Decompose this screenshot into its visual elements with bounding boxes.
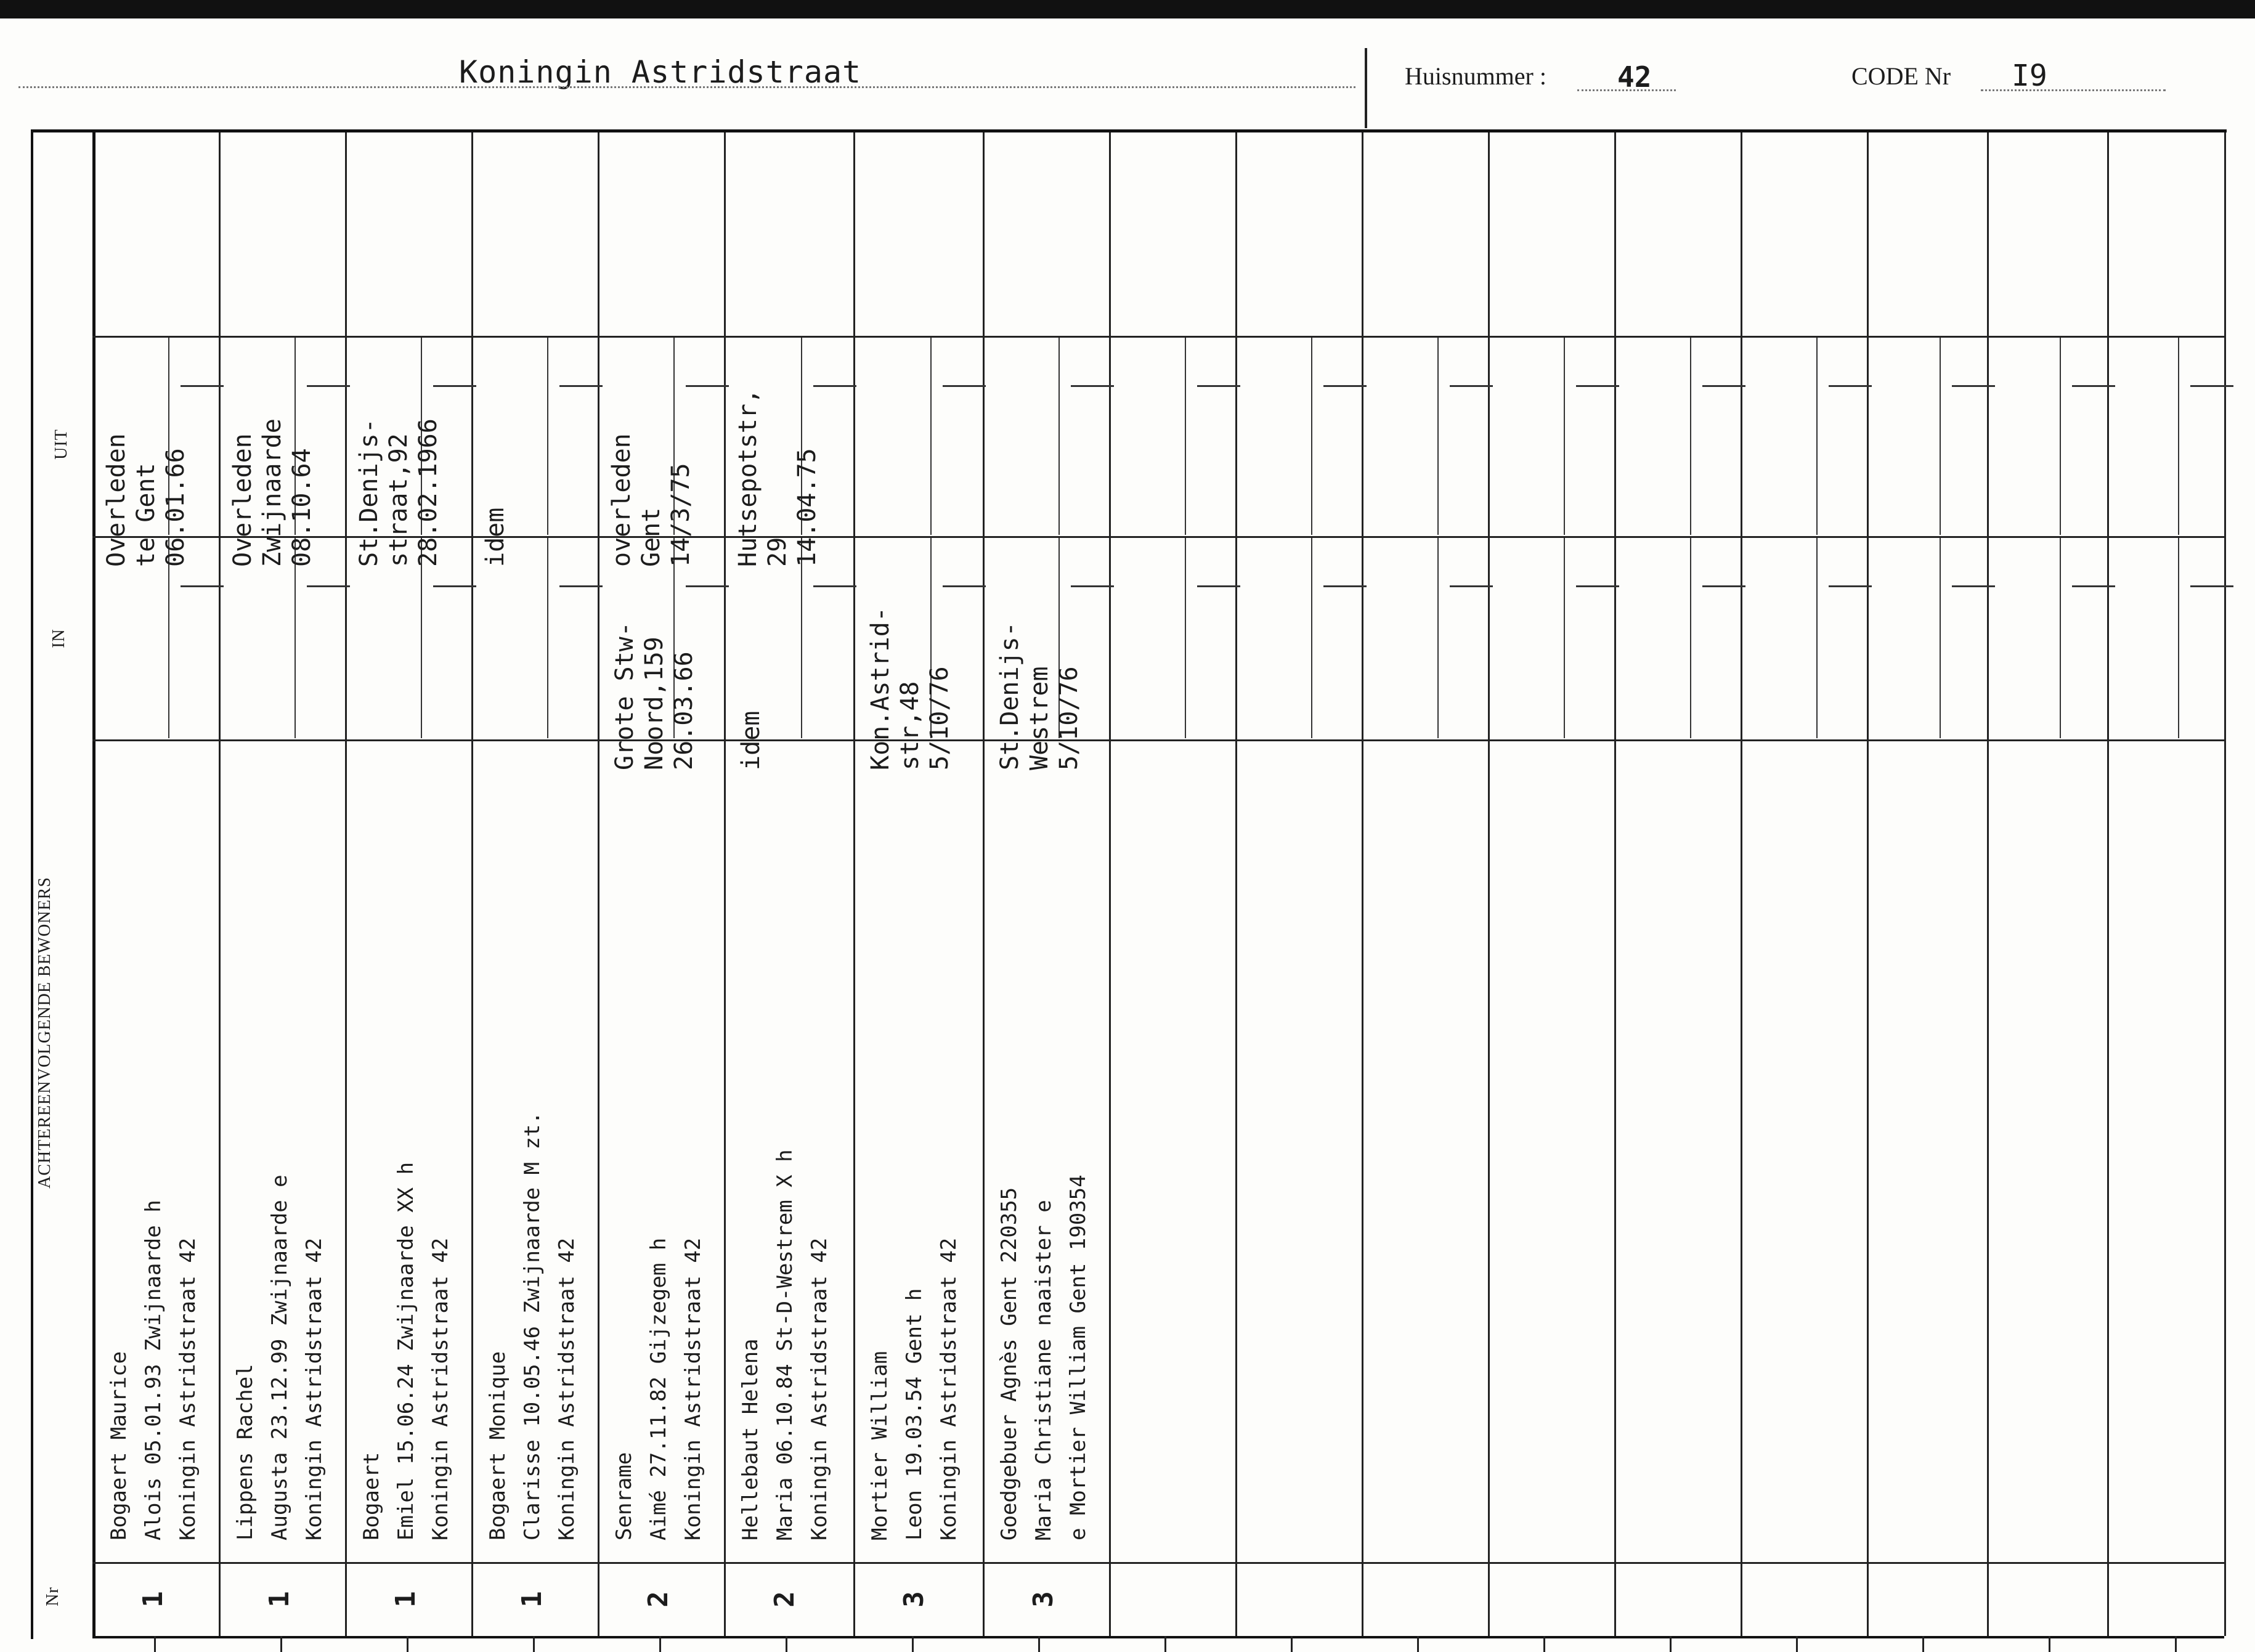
table-bottom-border [92, 1636, 2224, 1638]
out-line: 14/3/75 [667, 463, 695, 567]
blank-dash [1702, 585, 1745, 587]
blank-dash [2072, 385, 2115, 387]
in-line: 26.03.66 [670, 651, 698, 770]
blank-dash [559, 585, 603, 587]
column-header-in: IN [49, 629, 68, 648]
cell-subdivider [1940, 538, 1941, 738]
code-label: CODE Nr [1851, 62, 1951, 90]
blank-dash [1071, 385, 1114, 387]
resident-details [730, 764, 847, 1553]
in-line: Noord,159 [640, 637, 668, 770]
resident-address-line: Koningin Astridstraat 42 [807, 1237, 832, 1540]
cell-subdivider [2060, 338, 2061, 535]
bottom-tick [786, 1636, 787, 1652]
column-divider [1987, 132, 1989, 1636]
column-divider [345, 132, 347, 1636]
blank-dash [433, 585, 476, 587]
column-divider [724, 132, 726, 1636]
resident-nr: 1 [516, 1591, 548, 1608]
bottom-tick [659, 1636, 661, 1652]
code-value: I9 [2012, 59, 2047, 93]
header-divider [1365, 48, 1367, 128]
cell-subdivider [1816, 538, 1818, 738]
blank-dash [1450, 385, 1493, 387]
bottom-tick [533, 1636, 535, 1652]
in-line: 5/10/76 [1055, 666, 1083, 770]
resident-in [866, 573, 977, 770]
resident-out [481, 376, 591, 567]
street-name: Koningin Astridstraat [459, 54, 862, 90]
out-line: 08.10.64 [288, 448, 316, 567]
resident-name-line: Bogaert Monique [486, 1351, 510, 1540]
resident-details [477, 764, 595, 1553]
out-line: te Gent [132, 463, 160, 567]
out-line: overleden [607, 433, 636, 567]
blank-dash [307, 585, 350, 587]
out-line: Gent [637, 507, 665, 567]
column-divider [1867, 132, 1869, 1636]
resident-address-line: Koningin Astridstraat 42 [302, 1237, 327, 1540]
resident-name-line: Hellebaut Helena [738, 1338, 763, 1540]
blank-dash [2190, 585, 2233, 587]
blank-dash [1952, 585, 1995, 587]
bottom-tick [1543, 1636, 1545, 1652]
in-line: St.Denijs- [996, 622, 1024, 770]
in-line: Grote Stw- [611, 622, 639, 770]
cell-subdivider [1437, 338, 1439, 535]
out-line: 14.04.75 [793, 448, 821, 567]
blank-dash [1952, 385, 1995, 387]
resident-nr: 1 [389, 1591, 421, 1608]
in-line: Kon.Astrid- [866, 607, 895, 770]
cell-subdivider [2060, 538, 2061, 738]
resident-name-line: Lippens Rachel [233, 1364, 258, 1540]
resident-name-line: Bogaert [359, 1452, 384, 1540]
cell-subdivider [547, 538, 548, 738]
resident-in [736, 573, 847, 770]
cell-subdivider [295, 538, 296, 738]
column-divider [2224, 132, 2226, 1636]
resident-details [99, 764, 216, 1553]
bottom-tick [1670, 1636, 1672, 1652]
cell-subdivider [421, 538, 422, 738]
blank-dash [181, 585, 224, 587]
column-header-residents: ACHTEREENVOLGENDE BEWONERS [35, 877, 54, 1189]
blank-dash [1576, 585, 1619, 587]
column-divider [983, 132, 985, 1636]
blank-dash [1829, 585, 1872, 587]
row-divider-uit [92, 336, 2224, 338]
column-divider [1488, 132, 1490, 1636]
column-divider [1235, 132, 1237, 1636]
resident-nr: 3 [1027, 1591, 1059, 1608]
resident-name-line: Mortier William [867, 1351, 892, 1540]
blank-dash [943, 385, 986, 387]
out-line: straat,92 [384, 433, 413, 567]
column-header-nr: Nr [43, 1587, 62, 1606]
out-line: Zwijnaarde [258, 418, 286, 567]
out-line: Overleden [229, 433, 257, 567]
house-number-value: 42 [1617, 60, 1652, 94]
in-line: Westrem [1025, 666, 1054, 770]
bottom-tick [1291, 1636, 1293, 1652]
column-divider [2107, 132, 2109, 1636]
column-divider [598, 132, 599, 1636]
bottom-tick [280, 1636, 282, 1652]
resident-details [225, 764, 342, 1553]
bottom-tick [407, 1636, 408, 1652]
blank-dash [1197, 385, 1240, 387]
resident-in [995, 573, 1106, 770]
column-divider [853, 132, 855, 1636]
out-line: 06.01.66 [161, 448, 190, 567]
bottom-tick [2049, 1636, 2050, 1652]
cell-subdivider [1816, 338, 1818, 535]
column-header-uit: UIT [51, 429, 71, 460]
column-divider [1741, 132, 1742, 1636]
cell-subdivider [930, 338, 932, 535]
resident-out [228, 376, 339, 567]
resident-birth-line: Maria Christiane naaister e [1031, 1200, 1056, 1540]
cell-subdivider [1690, 538, 1691, 738]
blank-dash [1197, 585, 1240, 587]
bottom-tick [1796, 1636, 1798, 1652]
cell-subdivider [2178, 538, 2179, 738]
row-divider-residents [92, 739, 2224, 741]
resident-address-line: Koningin Astridstraat 42 [937, 1237, 961, 1540]
resident-birth-line: Emiel 15.06.24 Zwijnaarde XX h [394, 1162, 418, 1540]
resident-name-line: Goedgebuer Agnès Gent 220355 [997, 1187, 1022, 1540]
resident-address-line: e Mortier William Gent 190354 [1066, 1174, 1091, 1540]
blank-dash [1702, 385, 1745, 387]
in-line: idem [737, 710, 765, 770]
resident-address-line: Koningin Astridstraat 42 [176, 1237, 200, 1540]
resident-address-line: Koningin Astridstraat 42 [681, 1237, 705, 1540]
out-line: 28.02.1966 [414, 418, 442, 567]
top-border [0, 0, 2255, 18]
column-divider [1614, 132, 1616, 1636]
column-divider [92, 132, 95, 1636]
blank-dash [1323, 385, 1367, 387]
column-divider [1109, 132, 1111, 1636]
cell-subdivider [1437, 538, 1439, 738]
code-dotted-line [1981, 89, 2166, 91]
cell-subdivider [2178, 338, 2179, 535]
cell-subdivider [168, 538, 169, 738]
out-line: Hutsepotstr, [734, 389, 762, 567]
resident-details [351, 764, 468, 1553]
column-divider [471, 132, 473, 1636]
cell-subdivider [1564, 538, 1565, 738]
out-line: Overleden [102, 433, 131, 567]
resident-nr: 2 [768, 1591, 800, 1608]
resident-birth-line: Maria 06.10.84 St-D-Westrem X h [773, 1149, 797, 1540]
cell-subdivider [1564, 338, 1565, 535]
resident-name-line: Bogaert Maurice [107, 1351, 131, 1540]
out-line: 29 [763, 537, 792, 567]
cell-subdivider [1690, 338, 1691, 535]
bottom-tick [2175, 1636, 2177, 1652]
resident-out [354, 376, 465, 567]
cell-subdivider [1185, 338, 1186, 535]
resident-address-line: Koningin Astridstraat 42 [428, 1237, 453, 1540]
resident-in [610, 573, 721, 770]
resident-out [733, 376, 844, 567]
column-divider [1362, 132, 1363, 1636]
blank-dash [1829, 385, 1872, 387]
resident-details [989, 764, 1106, 1553]
in-line: 5/10/76 [925, 666, 954, 770]
resident-details [859, 764, 977, 1553]
cell-subdivider [1058, 338, 1060, 535]
resident-nr: 1 [263, 1591, 295, 1608]
resident-birth-line: Clarisse 10.05.46 Zwijnaarde M zt. [520, 1112, 545, 1540]
cell-subdivider [1311, 538, 1312, 738]
house-number-label: Huisnummer : [1405, 62, 1546, 90]
in-line: str,48 [896, 681, 924, 770]
resident-birth-line: Alois 05.01.93 Zwijnaarde h [141, 1200, 166, 1540]
bottom-tick [912, 1636, 914, 1652]
house-number-dotted-line [1577, 89, 1676, 91]
resident-nr: 1 [137, 1591, 169, 1608]
bottom-tick [1922, 1636, 1924, 1652]
resident-address-line: Koningin Astridstraat 42 [555, 1237, 579, 1540]
out-line: idem [481, 507, 510, 567]
cell-subdivider [1940, 338, 1941, 535]
resident-birth-line: Aimé 27.11.82 Gijzegem h [646, 1237, 671, 1540]
row-divider-nr [92, 1562, 2224, 1564]
blank-dash [1576, 385, 1619, 387]
street-dotted-line [18, 86, 1355, 88]
resident-nr: 3 [898, 1591, 930, 1608]
resident-nr: 2 [642, 1591, 674, 1608]
bottom-tick [1038, 1636, 1040, 1652]
resident-birth-line: Augusta 23.12.99 Zwijnaarde e [267, 1174, 292, 1540]
cell-subdivider [1311, 338, 1312, 535]
cell-subdivider [1185, 538, 1186, 738]
blank-dash [1323, 585, 1367, 587]
blank-dash [2072, 585, 2115, 587]
resident-details [604, 764, 721, 1553]
resident-birth-line: Leon 19.03.54 Gent h [902, 1288, 927, 1540]
resident-out [102, 376, 213, 567]
out-line: St.Denijs- [355, 418, 383, 567]
resident-name-line: Senrame [612, 1452, 636, 1540]
resident-out [607, 376, 718, 567]
blank-dash [1450, 585, 1493, 587]
bottom-tick [1164, 1636, 1166, 1652]
column-divider [219, 132, 221, 1636]
bottom-tick [1417, 1636, 1419, 1652]
blank-dash [2190, 385, 2233, 387]
bottom-tick [154, 1636, 156, 1652]
